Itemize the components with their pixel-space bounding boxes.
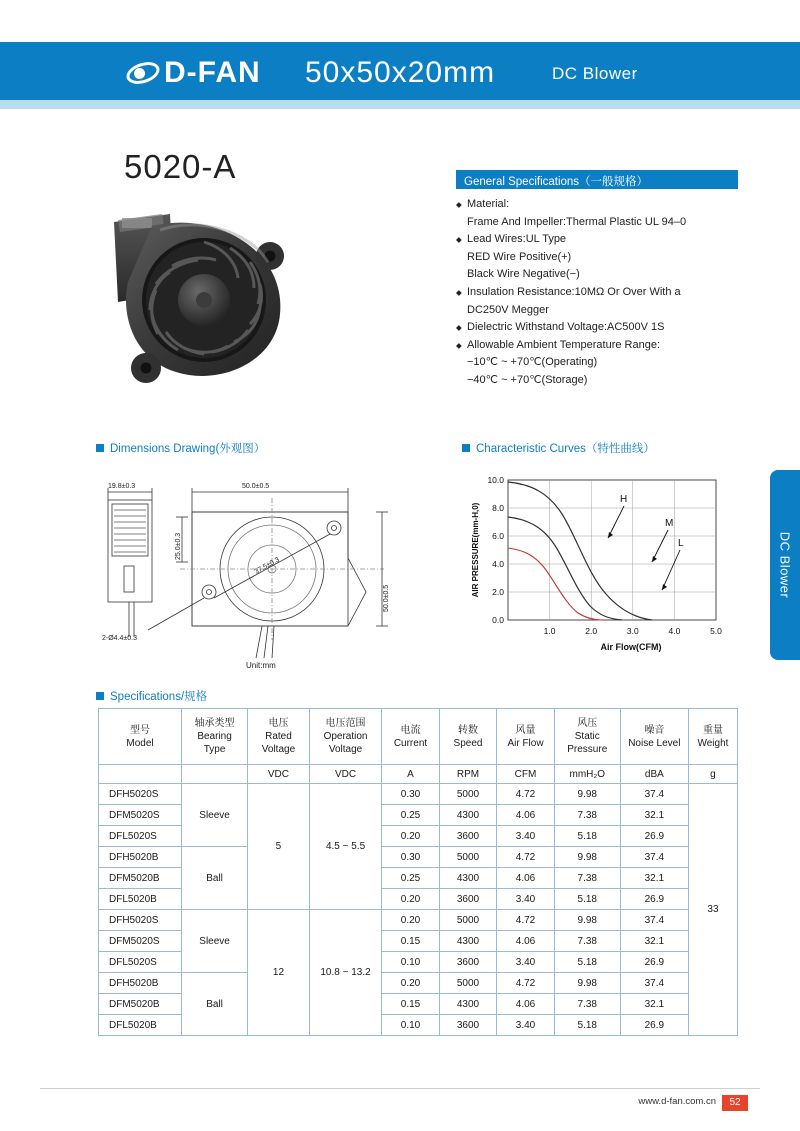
specifications-table	[98, 708, 738, 1036]
dim-label-side-width: 19.8±0.3	[108, 483, 136, 490]
cell-current: 0.25	[382, 868, 440, 889]
th-airflow-en: Air Flow	[507, 737, 544, 749]
cell-pressure: 5.18	[554, 952, 620, 973]
th-range-en1: Operation	[323, 731, 368, 742]
section-heading-specifications: Specifications/规格	[96, 688, 207, 704]
side-tab-label: DC Blower	[777, 531, 793, 599]
th-weight-cn: 重量	[702, 724, 723, 736]
cell-noise: 37.4	[620, 910, 688, 931]
spec-item: −40℃ ~ +70℃(Storage)	[467, 373, 588, 386]
spec-item: −10℃ ~ +70℃(Operating)	[467, 356, 598, 369]
section-heading-curves: Characteristic Curves（特性曲线）	[462, 440, 655, 456]
x-tick: 4.0	[668, 626, 681, 636]
th-pressure	[554, 709, 620, 765]
dim-label-width: 50.0±0.5	[242, 483, 270, 490]
cell-airflow: 4.72	[497, 847, 555, 868]
cell-model: DFM5020B	[99, 868, 182, 889]
spec-item: ◆ Lead Wires:UL Type	[456, 231, 756, 249]
section-heading-dimensions: Dimensions Drawing(外观图）	[96, 440, 265, 456]
cell-model: DFM5020S	[99, 805, 182, 826]
table-row	[99, 847, 738, 868]
cell-speed: 5000	[439, 910, 497, 931]
spec-item: DC250V Megger	[467, 303, 549, 316]
spec-item: ◆ Material:	[456, 196, 756, 214]
cell-pressure: 9.98	[554, 847, 620, 868]
y-tick: 10.0	[487, 475, 504, 485]
cell-current: 0.30	[382, 847, 440, 868]
x-axis-label: Air Flow(CFM)	[600, 642, 662, 652]
cell-noise: 32.1	[620, 805, 688, 826]
unit-pressure: mmH₂O	[554, 765, 620, 784]
cell-bearing: Sleeve	[182, 910, 248, 973]
spec-item: Black Wire Negative(−)	[467, 268, 580, 281]
unit-noise: dBA	[620, 765, 688, 784]
th-range-cn: 电压范围	[325, 718, 366, 729]
cell-airflow: 4.06	[497, 994, 555, 1015]
cell-range: 4.5 ~ 5.5	[309, 784, 381, 910]
characteristic-curves-chart	[456, 462, 756, 677]
header-product-size: 50x50x20mm	[305, 56, 496, 89]
cell-current: 0.20	[382, 889, 440, 910]
cell-pressure: 5.18	[554, 889, 620, 910]
cell-airflow: 4.72	[497, 784, 555, 805]
unit-model	[99, 765, 182, 784]
cell-airflow: 4.72	[497, 910, 555, 931]
th-airflow-cn: 风量	[515, 724, 536, 736]
th-model	[99, 709, 182, 765]
th-bearing-en1: Bearing	[197, 731, 232, 742]
th-speed-en: Speed	[453, 737, 483, 749]
th-speed-cn: 转数	[458, 724, 478, 736]
spec-item: ◆ Dielectric Withstand Voltage:AC500V 1S	[456, 319, 756, 337]
side-tab-dc-blower	[770, 470, 800, 660]
cell-speed: 3600	[439, 1015, 497, 1036]
cell-voltage: 5	[248, 784, 310, 910]
th-weight-en: Weight	[697, 737, 729, 749]
cell-airflow: 4.06	[497, 931, 555, 952]
cell-bearing: Ball	[182, 973, 248, 1036]
th-current-en: Current	[393, 737, 428, 749]
brand-logo	[126, 56, 261, 90]
th-voltage-en1: Rated	[265, 731, 292, 742]
y-tick: 0.0	[492, 615, 504, 625]
y-tick: 8.0	[492, 503, 504, 513]
cell-current: 0.15	[382, 931, 440, 952]
cell-noise: 26.9	[620, 889, 688, 910]
cell-current: 0.25	[382, 805, 440, 826]
th-noise-cn: 噪音	[644, 724, 665, 736]
unit-airflow: CFM	[497, 765, 555, 784]
table-unit-row	[99, 765, 738, 784]
general-specifications-list	[456, 196, 756, 390]
cell-noise: 37.4	[620, 847, 688, 868]
y-tick: 6.0	[492, 531, 504, 541]
cell-noise: 37.4	[620, 973, 688, 994]
cell-noise: 26.9	[620, 826, 688, 847]
spec-item: Frame And Impeller:Thermal Plastic UL 94–0	[467, 215, 687, 228]
cell-model: DFL5020S	[99, 952, 182, 973]
cell-speed: 4300	[439, 994, 497, 1015]
cell-pressure: 7.38	[554, 994, 620, 1015]
th-bearing-cn: 轴承类型	[194, 718, 235, 729]
cell-current: 0.15	[382, 994, 440, 1015]
dimensions-drawing	[96, 462, 446, 677]
th-pressure-cn: 风压	[577, 718, 598, 729]
general-specifications-header	[456, 170, 738, 189]
cell-noise: 32.1	[620, 868, 688, 889]
th-model-cn: 型号	[130, 724, 151, 736]
cell-current: 0.30	[382, 784, 440, 805]
fan-ellipse-icon	[126, 59, 160, 87]
x-tick: 1.0	[543, 626, 556, 636]
th-noise	[620, 709, 688, 765]
th-noise-en: Noise Level	[628, 737, 681, 749]
th-current-cn: 电流	[400, 724, 421, 736]
x-tick: 5.0	[710, 626, 722, 636]
cell-airflow: 3.40	[497, 889, 555, 910]
unit-range: VDC	[309, 765, 381, 784]
unit-weight: g	[688, 765, 737, 784]
dim-label-diagonal: 37.5±0.3	[253, 556, 281, 576]
cell-model: DFH5020B	[99, 973, 182, 994]
cell-airflow: 3.40	[497, 826, 555, 847]
cell-noise: 37.4	[620, 784, 688, 805]
th-range	[309, 709, 381, 765]
cell-model: DFL5020S	[99, 826, 182, 847]
th-voltage-en2: Voltage	[261, 744, 296, 755]
product-photo	[100, 196, 300, 396]
unit-speed: RPM	[439, 765, 497, 784]
y-tick: 4.0	[492, 559, 504, 569]
cell-pressure: 9.98	[554, 910, 620, 931]
cell-model: DFM5020S	[99, 931, 182, 952]
page-number-badge: 52	[722, 1095, 748, 1111]
cell-current: 0.10	[382, 1015, 440, 1036]
cell-model: DFL5020B	[99, 889, 182, 910]
y-tick: 2.0	[492, 587, 504, 597]
brand-logo-text: D-FAN	[164, 56, 261, 89]
cell-pressure: 9.98	[554, 784, 620, 805]
unit-voltage: VDC	[248, 765, 310, 784]
cell-airflow: 4.06	[497, 868, 555, 889]
th-pressure-en2: Pressure	[567, 744, 608, 755]
cell-speed: 5000	[439, 973, 497, 994]
dim-label-holes: 2-Ø4.4±0.3	[102, 635, 137, 642]
cell-current: 0.20	[382, 910, 440, 931]
cell-airflow: 3.40	[497, 952, 555, 973]
cell-bearing: Sleeve	[182, 784, 248, 847]
cell-speed: 4300	[439, 868, 497, 889]
general-specifications-title: General Specifications（一般规格）	[464, 176, 649, 188]
th-current	[382, 709, 440, 765]
footer-divider	[40, 1088, 760, 1089]
footer-website: www.d-fan.com.cn	[638, 1096, 716, 1107]
cell-noise: 26.9	[620, 952, 688, 973]
cell-speed: 4300	[439, 805, 497, 826]
table-header-row	[99, 709, 738, 765]
table-row	[99, 973, 738, 994]
cell-bearing: Ball	[182, 847, 248, 910]
cell-current: 0.20	[382, 826, 440, 847]
cell-speed: 5000	[439, 847, 497, 868]
cell-airflow: 4.06	[497, 805, 555, 826]
cell-pressure: 9.98	[554, 973, 620, 994]
th-weight	[688, 709, 737, 765]
curve-label-m: M	[665, 518, 674, 529]
th-bearing	[182, 709, 248, 765]
cell-range: 10.8 ~ 13.2	[309, 910, 381, 1036]
page-title: 5020-A	[124, 148, 237, 185]
cell-speed: 4300	[439, 931, 497, 952]
cell-voltage: 12	[248, 910, 310, 1036]
x-tick: 3.0	[626, 626, 639, 636]
cell-noise: 26.9	[620, 1015, 688, 1036]
spec-item: RED Wire Positive(+)	[467, 250, 572, 263]
th-speed	[439, 709, 497, 765]
dim-label-height: 25.0±0.3	[175, 532, 182, 560]
y-axis-label: AIR PRESSURE(mm-H,0)	[471, 502, 480, 598]
cell-model: DFM5020B	[99, 994, 182, 1015]
cell-model: DFL5020B	[99, 1015, 182, 1036]
curve-label-l: L	[678, 538, 684, 549]
cell-pressure: 5.18	[554, 1015, 620, 1036]
th-voltage-cn: 电压	[268, 718, 289, 729]
spec-item: ◆ Insulation Resistance:10MΩ Or Over With a	[456, 284, 756, 302]
cell-airflow: 3.40	[497, 1015, 555, 1036]
cell-speed: 3600	[439, 826, 497, 847]
dim-label-depth: 50.0±0.5	[383, 584, 390, 612]
cell-current: 0.10	[382, 952, 440, 973]
cell-model: DFH5020S	[99, 784, 182, 805]
th-airflow	[497, 709, 555, 765]
cell-pressure: 7.38	[554, 868, 620, 889]
th-bearing-en2: Type	[203, 744, 226, 755]
spec-item: ◆ Allowable Ambient Temperature Range:	[456, 337, 756, 355]
table-row	[99, 784, 738, 805]
unit-bearing	[182, 765, 248, 784]
cell-noise: 32.1	[620, 931, 688, 952]
unit-current: A	[382, 765, 440, 784]
cell-noise: 32.1	[620, 994, 688, 1015]
header-product-type: DC Blower	[552, 64, 638, 83]
cell-pressure: 7.38	[554, 805, 620, 826]
cell-airflow: 4.72	[497, 973, 555, 994]
cell-speed: 5000	[439, 784, 497, 805]
cell-speed: 3600	[439, 952, 497, 973]
cell-pressure: 7.38	[554, 931, 620, 952]
th-model-en: Model	[126, 737, 154, 749]
cell-current: 0.20	[382, 973, 440, 994]
th-voltage	[248, 709, 310, 765]
th-pressure-en1: Static	[574, 731, 600, 742]
th-range-en2: Voltage	[328, 744, 363, 755]
cell-weight: 33	[688, 784, 737, 1036]
curve-label-h: H	[620, 494, 628, 505]
cell-pressure: 5.18	[554, 826, 620, 847]
dim-label-unit: Unit:mm	[246, 661, 276, 670]
x-tick: 2.0	[585, 626, 598, 636]
table-row	[99, 910, 738, 931]
cell-model: DFH5020S	[99, 910, 182, 931]
cell-model: DFH5020B	[99, 847, 182, 868]
cell-speed: 3600	[439, 889, 497, 910]
